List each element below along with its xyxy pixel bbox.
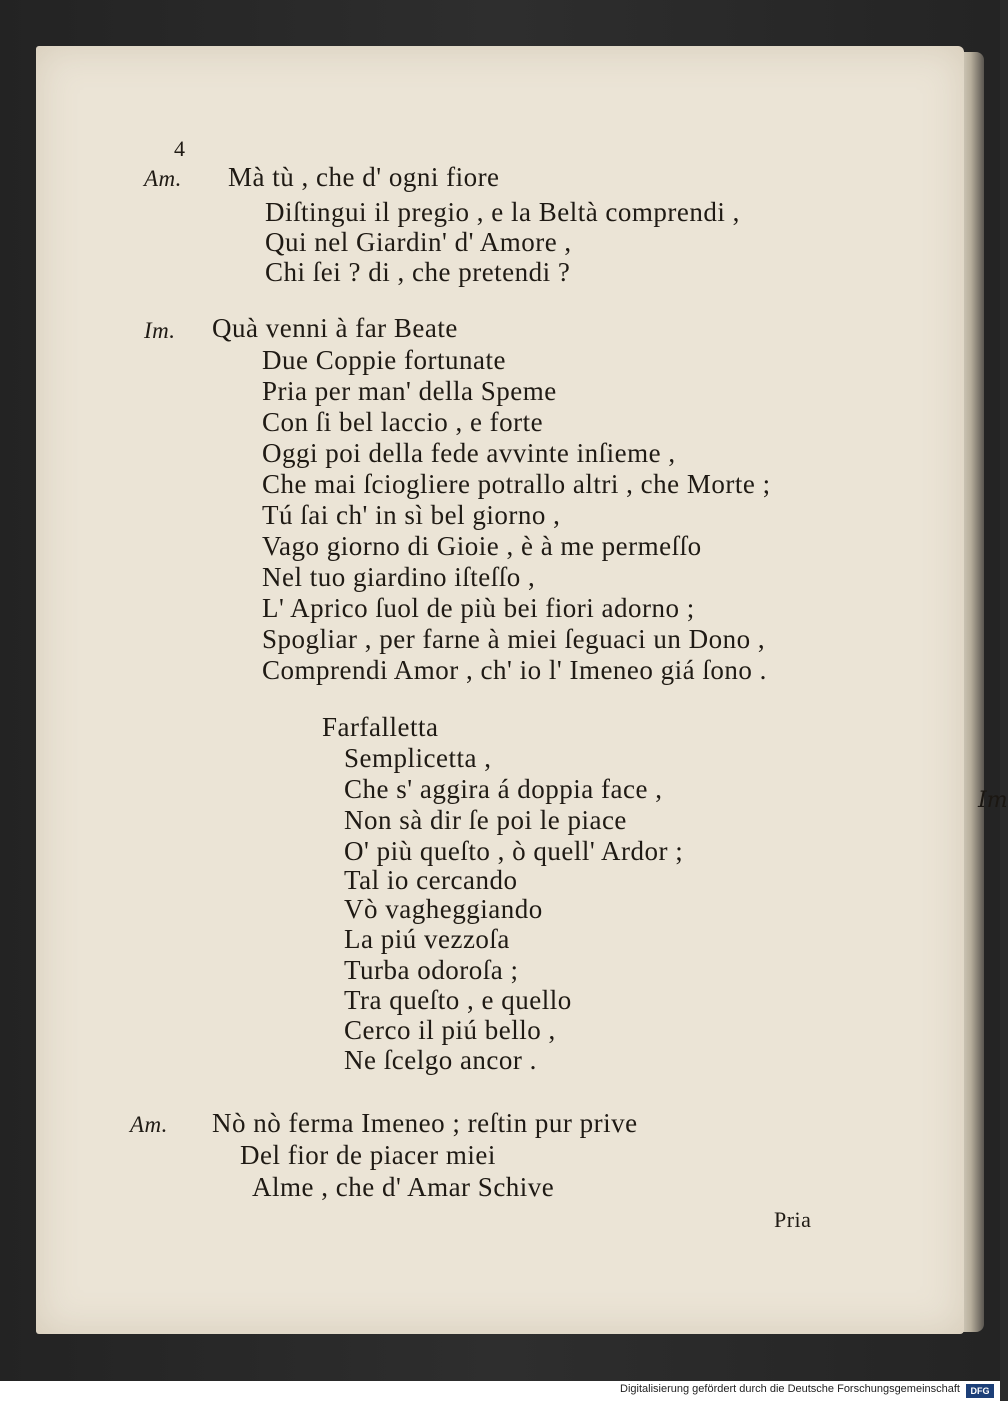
verse-line: Che s' aggira á doppia face ,	[344, 774, 663, 804]
verse-line: L' Aprico ſuol de più bei fiori adorno ;	[262, 593, 695, 623]
verse-line: Comprendi Amor , ch' io l' Imeneo giá ſono .	[262, 655, 767, 685]
dfg-logo-icon: DFG	[966, 1384, 994, 1398]
verse-line: O' più queſto , ò quell' Ardor ;	[344, 836, 684, 866]
verse-line: Chi ſei ? di , che pretendi ?	[265, 257, 571, 287]
speaker-label: Am.	[130, 1112, 168, 1137]
footer-credit: Digitalisierung gefördert durch die Deutsche Forschungsgemeinschaft	[620, 1383, 960, 1395]
verse-line: Diſtingui il pregio , e la Beltà comprendi ,	[265, 197, 740, 227]
catchword: Pria	[774, 1207, 812, 1232]
verse-line: Mà tù , che d' ogni fiore	[228, 162, 500, 192]
verse-line: Tal io cercando	[344, 865, 518, 895]
verse-line: Non sà dir ſe poi le piace	[344, 805, 627, 835]
verse-line: Del fior de piacer miei	[240, 1140, 496, 1170]
verse-line: Cerco il piú bello ,	[344, 1015, 556, 1045]
verse-line: Due Coppie fortunate	[262, 345, 506, 375]
verse-line: Qui nel Giardin' d' Amore ,	[265, 227, 572, 257]
verse-line: Semplicetta ,	[344, 743, 492, 773]
verse-line: Vò vagheggiando	[344, 894, 543, 924]
verse-line: Ne ſcelgo ancor .	[344, 1045, 537, 1075]
verse-line: Vago giorno di Gioie , è à me permeſſo	[262, 531, 702, 561]
next-page-edge	[962, 52, 984, 1332]
verse-line: Pria per man' della Speme	[262, 376, 557, 406]
verse-line: Tú ſai ch' in sì bel giorno ,	[262, 500, 561, 530]
verse-line: Spogliar , per farne à miei ſeguaci un Dono ,	[262, 624, 766, 654]
verse-line: Turba odoroſa ;	[344, 955, 519, 985]
verse-line: Con ſi bel laccio , e forte	[262, 407, 544, 437]
speaker-label: Im.	[144, 318, 176, 343]
footer-bar	[0, 1381, 1000, 1401]
verse-line: La piú vezzoſa	[344, 924, 510, 954]
speaker-label: Am.	[144, 166, 182, 191]
verse-line: Alme , che d' Amar Schive	[252, 1172, 555, 1202]
verse-line: Oggi poi della fede avvinte inſieme ,	[262, 438, 676, 468]
verse-line: Tra queſto , e quello	[344, 985, 572, 1015]
verse-line: Farfalletta	[322, 712, 439, 742]
next-page-mark: Im	[978, 788, 1008, 813]
verse-line: Nel tuo giardino iſteſſo ,	[262, 562, 536, 592]
verse-line: Che mai ſciogliere potrallo altri , che Morte ;	[262, 469, 771, 499]
verse-line: Quà venni à far Beate	[212, 313, 458, 343]
page-number: 4	[174, 136, 186, 161]
verse-line: Nò nò ferma Imeneo ; reſtin pur prive	[212, 1108, 638, 1138]
